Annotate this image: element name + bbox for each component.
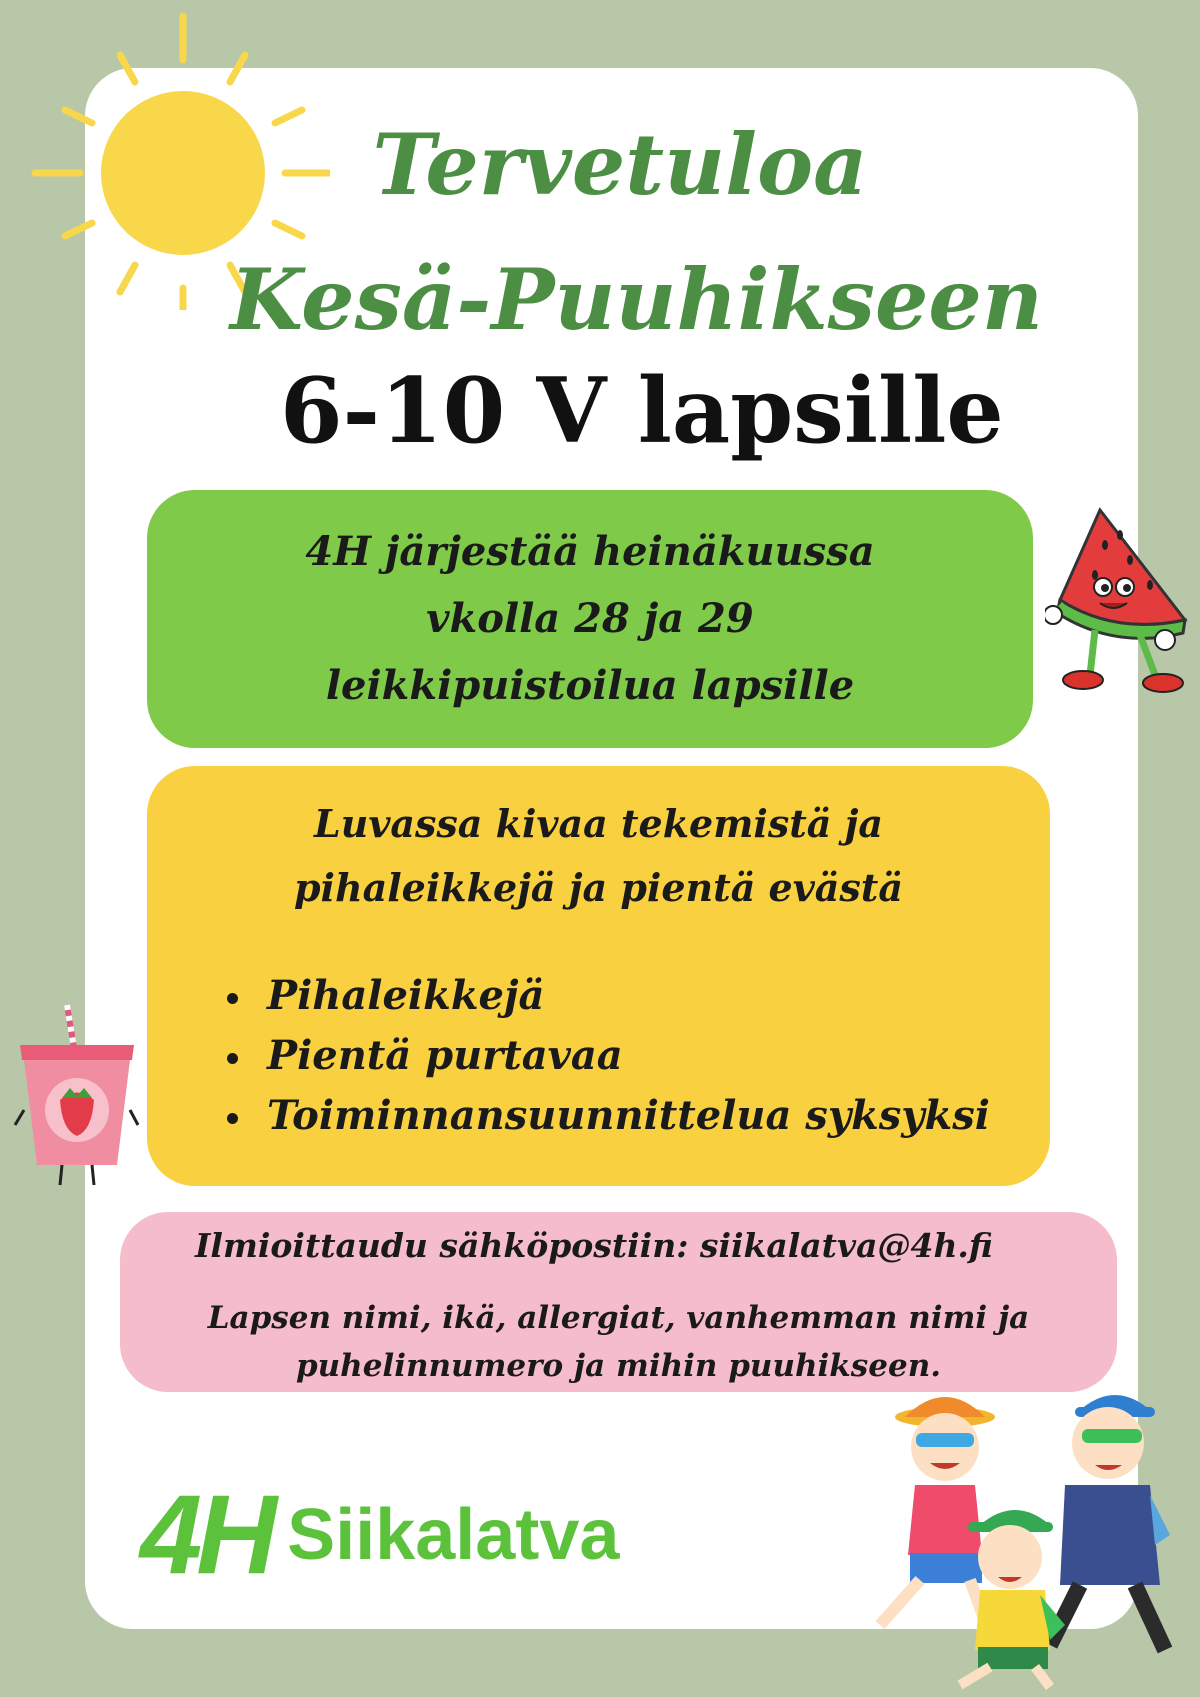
age-subtitle: 6-10 V lapsille <box>280 358 1004 464</box>
schedule-line: leikkipuistoilua lapsille <box>325 662 855 709</box>
registration-info-line: Lapsen nimi, ikä, allergiat, vanhemman nimi ja <box>207 1300 1030 1336</box>
schedule-box <box>147 490 1033 748</box>
schedule-line: 4H järjestää heinäkuussa <box>305 528 875 575</box>
logo-mark: 4H <box>140 1472 272 1597</box>
logo-name: Siikalatva <box>287 1494 620 1575</box>
registration-box <box>120 1212 1117 1392</box>
watermelon-character-icon <box>1045 505 1190 705</box>
list-item: Pientä purtavaa <box>227 1026 990 1086</box>
registration-info-line: puhelinnumero ja mihin puuhikseen. <box>295 1348 942 1384</box>
activities-list <box>227 966 990 1146</box>
activities-line: pihaleikkejä ja pientä evästä <box>293 865 903 910</box>
title-line-2: Kesä-Puuhikseen <box>230 250 1043 349</box>
list-item: Pihaleikkejä <box>227 966 990 1026</box>
list-item: Toiminnansuunnittelua syksyksi <box>227 1086 990 1146</box>
4h-siikalatva-logo <box>140 1470 619 1599</box>
children-running-icon <box>850 1385 1175 1690</box>
registration-email: Ilmioittaudu sähköpostiin: siikalatva@4h.fi <box>195 1226 993 1265</box>
schedule-line: vkolla 28 ja 29 <box>426 595 754 642</box>
strawberry-drink-icon <box>12 1000 142 1190</box>
title-line-1: Tervetuloa <box>372 115 868 214</box>
registration-info <box>120 1294 1117 1390</box>
activities-line: Luvassa kivaa tekemistä ja <box>313 801 884 846</box>
activities-box <box>147 766 1050 1186</box>
